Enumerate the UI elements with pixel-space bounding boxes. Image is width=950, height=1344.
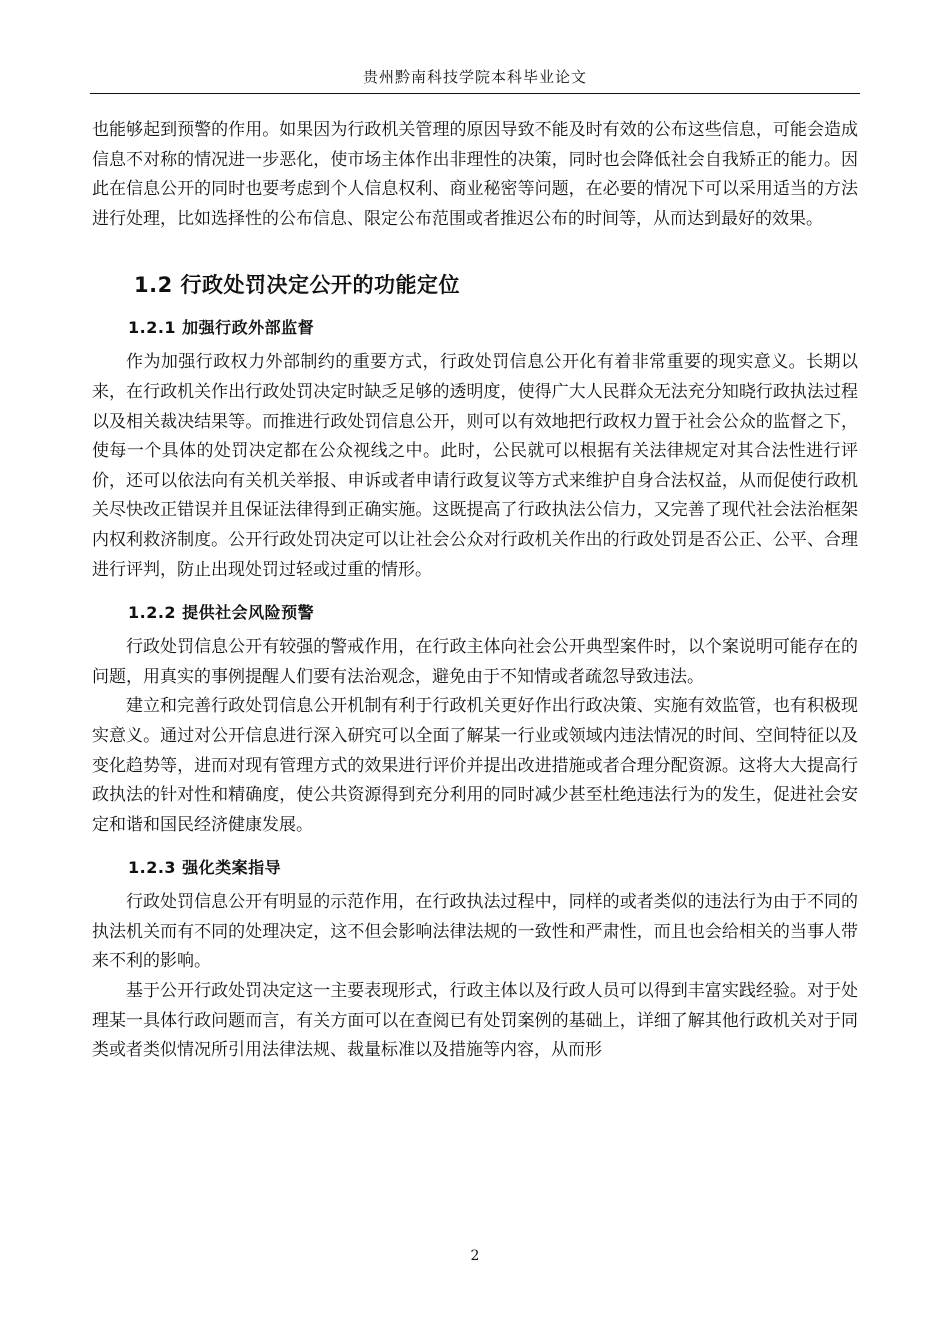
paragraph-1-2-2-a: 行政处罚信息公开有较强的警戒作用，在行政主体向社会公开典型案件时，以个案说明可能存在的问题，用真实的事例提醒人们要有法治观念，避免由于不知情或者疏忽导致违法。: [92, 637, 858, 687]
header-divider: [90, 93, 860, 94]
page-number: 2: [470, 1248, 480, 1264]
running-header: 贵州黔南科技学院本科毕业论文: [362, 68, 587, 86]
paragraph-1-2-2-b: 建立和完善行政处罚信息公开机制有利于行政机关更好作出行政决策、实施有效监管，也有积极现实意义。通过对公开信息进行深入研究可以全面了解某一行业或领域内违法情况的时间、空间特征以及变化趋势等，进而对现有管理方式的效果进行评价并提出改进措施或者合理分配资源。这将大大提高行政执法的针对性和精确度，使公共资源得到充分利用的同时减少甚至杜绝违法行为的发生，促进社会安定和谐和国民经济健康发展。: [92, 696, 858, 835]
subsection-heading-3: 1.2.3 强化类案指导: [128, 858, 282, 878]
paragraph-intro: 也能够起到预警的作用。如果因为行政机关管理的原因导致不能及时有效的公布这些信息，可能会造成信息不对称的情况进一步恶化，使市场主体作出非理性的决策，同时也会降低社会自我矫正的能力。因此在信息公开的同时也要考虑到个人信息权利、商业秘密等问题，在必要的情况下可以采用适当的方法进行处理，比如选择性的公布信息、限定公布范围或者推迟公布的时间等，从而达到最好的效果。: [92, 120, 858, 229]
page-body: [92, 116, 858, 1066]
paragraph-1-2-1: 作为加强行政权力外部制约的重要方式，行政处罚信息公开化有着非常重要的现实意义。长期以来，在行政机关作出行政处罚决定时缺乏足够的透明度，使得广大人民群众无法充分知晓行政执法过程以及相关裁决结果等。而推进行政处罚信息公开，则可以有效地把行政权力置于社会公众的监督之下，使每一个具体的处罚决定都在公众视线之中。此时，公民就可以根据有关法律规定对其合法性进行评价，还可以依法向有关机关举报、申诉或者申请行政复议等方式来维护自身合法权益，从而促使行政机关尽快改正错误并且保证法律得到正确实施。这既提高了行政执法公信力，又完善了现代社会法治框架内权利救济制度。公开行政处罚决定可以让社会公众对行政机关作出的行政处罚是否公正、公平、合理进行评判，防止出现处罚过轻或过重的情形。: [92, 352, 858, 580]
paragraph-1-2-3-b: 基于公开行政处罚决定这一主要表现形式，行政主体以及行政人员可以得到丰富实践经验。对于处理某一具体行政问题而言，有关方面可以在查阅已有处罚案例的基础上，详细了解其他行政机关对于同类或者类似情况所引用法律法规、裁量标准以及措施等内容，从而形: [92, 981, 858, 1061]
subsection-heading-1: 1.2.1 加强行政外部监督: [128, 318, 315, 338]
section-heading: 1.2 行政处罚决定公开的功能定位: [134, 273, 461, 298]
subsection-heading-2: 1.2.2 提供社会风险预警: [128, 603, 315, 623]
paragraph-1-2-3-a: 行政处罚信息公开有明显的示范作用，在行政执法过程中，同样的或者类似的违法行为由于不同的执法机关而有不同的处理决定，这不但会影响法律法规的一致性和严肃性，而且也会给相关的当事人带来不利的影响。: [92, 892, 858, 972]
